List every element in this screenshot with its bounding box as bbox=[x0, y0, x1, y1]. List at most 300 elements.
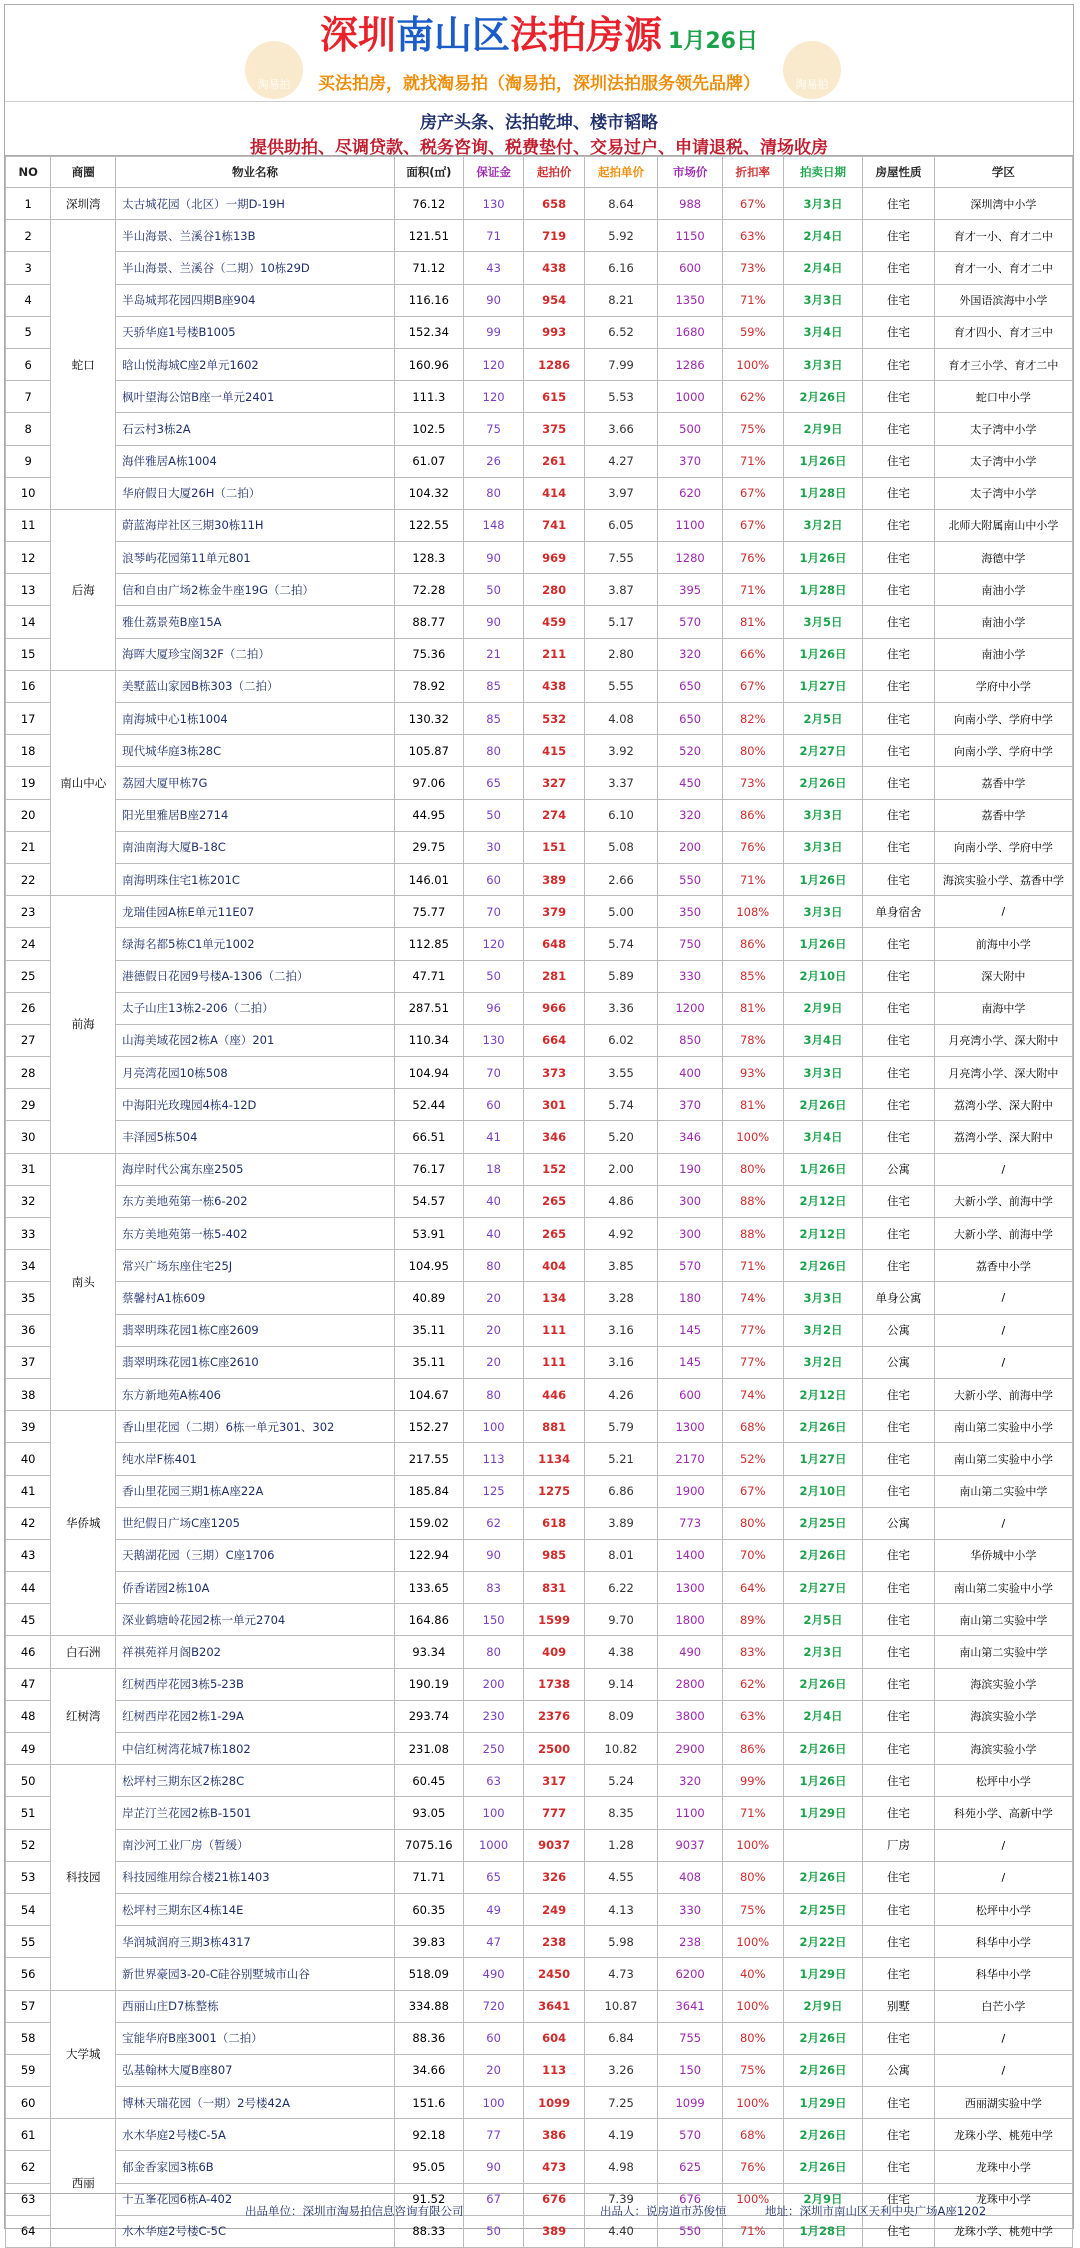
cell: 3.28 bbox=[584, 1282, 657, 1314]
cell: 164.86 bbox=[394, 1604, 463, 1636]
cell: 2月4日 bbox=[783, 220, 863, 252]
col-area: 商圈 bbox=[51, 157, 116, 188]
cell: 公寓 bbox=[863, 1153, 934, 1185]
cell: 41 bbox=[463, 1121, 523, 1153]
cell: 100% bbox=[723, 2087, 783, 2119]
cell: 81% bbox=[723, 1089, 783, 1121]
table-row bbox=[6, 220, 1073, 252]
cell: 40.89 bbox=[394, 1282, 463, 1314]
cell: 620 bbox=[658, 477, 723, 509]
table-row bbox=[6, 2151, 1073, 2183]
col-type: 房屋性质 bbox=[863, 157, 934, 188]
cell: 海滨实验小学、荔香中学 bbox=[934, 863, 1072, 895]
footer-producer: 出品人：说房道市苏俊恒 bbox=[600, 2204, 727, 2218]
cell: 100 bbox=[463, 1797, 523, 1829]
cell: 51 bbox=[6, 1797, 51, 1829]
cell: 深业鹤塘岭花园2栋一单元2704 bbox=[116, 1604, 395, 1636]
table-row bbox=[6, 1539, 1073, 1571]
table-row bbox=[6, 1411, 1073, 1443]
cell: 63 bbox=[463, 1765, 523, 1797]
cell: 翡翠明珠花园1栋C座2610 bbox=[116, 1346, 395, 1378]
cell: 松坪村三期东区4栋14E bbox=[116, 1893, 395, 1925]
cell: 3月2日 bbox=[783, 509, 863, 541]
cell: 5.21 bbox=[584, 1443, 657, 1475]
cell: 月亮湾小学、深大附中 bbox=[934, 1024, 1072, 1056]
area-cell: 后海 bbox=[51, 509, 116, 670]
cell: 650 bbox=[658, 670, 723, 702]
cell: 92.18 bbox=[394, 2119, 463, 2151]
cell: 2月26日 bbox=[783, 1089, 863, 1121]
cell: 1800 bbox=[658, 1604, 723, 1636]
cell: 4 bbox=[6, 284, 51, 316]
cell: 蛇口中小学 bbox=[934, 381, 1072, 413]
cell: 76% bbox=[723, 831, 783, 863]
cell: 郁金香家园3栋6B bbox=[116, 2151, 395, 2183]
cell: 650 bbox=[658, 703, 723, 735]
cell: 6.52 bbox=[584, 316, 657, 348]
cell: 985 bbox=[524, 1539, 584, 1571]
cell: 荔园大厦甲栋7G bbox=[116, 767, 395, 799]
cell: 71% bbox=[723, 863, 783, 895]
cell: 2月12日 bbox=[783, 1218, 863, 1250]
cell: 60.35 bbox=[394, 1893, 463, 1925]
cell: 38 bbox=[6, 1378, 51, 1410]
cell: 71 bbox=[463, 220, 523, 252]
cell: 62% bbox=[723, 381, 783, 413]
cell: 128.3 bbox=[394, 542, 463, 574]
cell: 3.36 bbox=[584, 992, 657, 1024]
cell: 住宅 bbox=[863, 542, 934, 574]
cell: 1099 bbox=[658, 2087, 723, 2119]
cell: 海岸时代公寓东座2505 bbox=[116, 1153, 395, 1185]
table-row bbox=[6, 188, 1073, 220]
cell: 1100 bbox=[658, 509, 723, 541]
cell: 280 bbox=[524, 574, 584, 606]
cell: 浪琴屿花园第11单元801 bbox=[116, 542, 395, 574]
cell: 62% bbox=[723, 1668, 783, 1700]
cell: 122.55 bbox=[394, 509, 463, 541]
cell: 美墅蓝山家园B栋303（二拍） bbox=[116, 670, 395, 702]
cell: 香山里花园（二期）6栋一单元301、302 bbox=[116, 1411, 395, 1443]
cell: 3641 bbox=[658, 1990, 723, 2022]
cell: 住宅 bbox=[863, 284, 934, 316]
cell: 公寓 bbox=[863, 2054, 934, 2086]
cell: 6.22 bbox=[584, 1572, 657, 1604]
table-row bbox=[6, 1958, 1073, 1990]
area-cell: 南山中心 bbox=[51, 670, 116, 895]
table-row bbox=[6, 1700, 1073, 1732]
cell: 6.05 bbox=[584, 509, 657, 541]
cell: 60 bbox=[463, 2022, 523, 2054]
cell: 63 bbox=[6, 2183, 51, 2215]
cell: 2月26日 bbox=[783, 767, 863, 799]
cell: 60 bbox=[463, 863, 523, 895]
cell: 海伴雅居A栋1004 bbox=[116, 445, 395, 477]
cell: 住宅 bbox=[863, 1572, 934, 1604]
cell: 住宅 bbox=[863, 477, 934, 509]
cell: 1400 bbox=[658, 1539, 723, 1571]
cell: 住宅 bbox=[863, 2022, 934, 2054]
cell: 5 bbox=[6, 316, 51, 348]
cell: 水木华庭2号楼C-5C bbox=[116, 2215, 395, 2247]
cell: 90 bbox=[463, 284, 523, 316]
cell: 4.19 bbox=[584, 2119, 657, 2151]
cell: 11 bbox=[6, 509, 51, 541]
cell: 19 bbox=[6, 767, 51, 799]
cell: 88% bbox=[723, 1218, 783, 1250]
cell: 2月26日 bbox=[783, 1250, 863, 1282]
table-row bbox=[6, 1282, 1073, 1314]
cell: 91.52 bbox=[394, 2183, 463, 2215]
cell: 1275 bbox=[524, 1475, 584, 1507]
cell: 43 bbox=[463, 252, 523, 284]
cell: 2900 bbox=[658, 1733, 723, 1765]
cell: 47.71 bbox=[394, 960, 463, 992]
cell: 30 bbox=[463, 831, 523, 863]
cell: 1月28日 bbox=[783, 574, 863, 606]
cell: 130.32 bbox=[394, 703, 463, 735]
cell: 2月26日 bbox=[783, 2119, 863, 2151]
cell: 1900 bbox=[658, 1475, 723, 1507]
cell: 100% bbox=[723, 1829, 783, 1861]
table-row bbox=[6, 348, 1073, 380]
cell: 住宅 bbox=[863, 1411, 934, 1443]
cell: 5.08 bbox=[584, 831, 657, 863]
services-line: 提供助拍、尽调贷款、税务咨询、税费垫付、交易过户、申请退税、清场收房 bbox=[250, 138, 828, 158]
cell: 南山第二实验中学 bbox=[934, 1604, 1072, 1636]
cell: 5.17 bbox=[584, 606, 657, 638]
header bbox=[5, 5, 1073, 156]
cell: 6.86 bbox=[584, 1475, 657, 1507]
cell: 102.5 bbox=[394, 413, 463, 445]
cell: 120 bbox=[463, 348, 523, 380]
cell: 389 bbox=[524, 2215, 584, 2247]
cell: 东方美地苑第一栋5-402 bbox=[116, 1218, 395, 1250]
title-district: 南山区 bbox=[396, 13, 511, 57]
cell: 20 bbox=[6, 799, 51, 831]
cell: 648 bbox=[524, 928, 584, 960]
table-row bbox=[6, 1829, 1073, 1861]
cell: 1280 bbox=[658, 542, 723, 574]
cell: 75 bbox=[463, 413, 523, 445]
cell: 30 bbox=[6, 1121, 51, 1153]
cell: 1350 bbox=[658, 284, 723, 316]
cell: 红树西岸花园2栋1-29A bbox=[116, 1700, 395, 1732]
cell: 向南小学、学府中学 bbox=[934, 735, 1072, 767]
cell: 86% bbox=[723, 799, 783, 831]
cell: 23 bbox=[6, 896, 51, 928]
cell: 52 bbox=[6, 1829, 51, 1861]
cell: 346 bbox=[658, 1121, 723, 1153]
cell: 46 bbox=[6, 1636, 51, 1668]
table-row bbox=[6, 1057, 1073, 1089]
cell: 104.95 bbox=[394, 1250, 463, 1282]
cell: 3.89 bbox=[584, 1507, 657, 1539]
cell: 185.84 bbox=[394, 1475, 463, 1507]
cell: 459 bbox=[524, 606, 584, 638]
cell: 71% bbox=[723, 574, 783, 606]
table-row bbox=[6, 1765, 1073, 1797]
cell: 71% bbox=[723, 1250, 783, 1282]
cell: 17 bbox=[6, 703, 51, 735]
cell: 1月29日 bbox=[783, 2087, 863, 2119]
cell: 152 bbox=[524, 1153, 584, 1185]
cell: 320 bbox=[658, 1765, 723, 1797]
cell: 5.92 bbox=[584, 220, 657, 252]
table-row bbox=[6, 670, 1073, 702]
cell: 5.20 bbox=[584, 1121, 657, 1153]
cell: 74% bbox=[723, 1282, 783, 1314]
cell: 20 bbox=[463, 1282, 523, 1314]
cell: 71% bbox=[723, 2215, 783, 2247]
cell: 80 bbox=[463, 477, 523, 509]
cell: 146.01 bbox=[394, 863, 463, 895]
cell: 常兴广场东座住宅25J bbox=[116, 1250, 395, 1282]
tagline: 买法拍房，就找淘易拍（淘易拍，深圳法拍服务领先品牌） bbox=[318, 74, 760, 94]
cell: 104.32 bbox=[394, 477, 463, 509]
cell: 777 bbox=[524, 1797, 584, 1829]
cell: 76.17 bbox=[394, 1153, 463, 1185]
cell: 南海明珠住宅1栋201C bbox=[116, 863, 395, 895]
cell: / bbox=[934, 1282, 1072, 1314]
cell: 36 bbox=[6, 1314, 51, 1346]
cell: 东方新地苑A栋406 bbox=[116, 1378, 395, 1410]
cell: 34.66 bbox=[394, 2054, 463, 2086]
cell: 532 bbox=[524, 703, 584, 735]
cell: 8.01 bbox=[584, 1539, 657, 1571]
cell: 2月9日 bbox=[783, 2183, 863, 2215]
cell: / bbox=[934, 1861, 1072, 1893]
cell: 993 bbox=[524, 316, 584, 348]
cell: 1月28日 bbox=[783, 2215, 863, 2247]
cell: 住宅 bbox=[863, 2087, 934, 2119]
cell: 27 bbox=[6, 1024, 51, 1056]
cell: 7.25 bbox=[584, 2087, 657, 2119]
cell: 中海阳光玫瑰园4栋4-12D bbox=[116, 1089, 395, 1121]
cell: 1月26日 bbox=[783, 928, 863, 960]
cell: 5.98 bbox=[584, 1926, 657, 1958]
cell: 831 bbox=[524, 1572, 584, 1604]
cell: 44 bbox=[6, 1572, 51, 1604]
table-row bbox=[6, 1893, 1073, 1925]
area-cell: 红树湾 bbox=[51, 1668, 116, 1765]
table-row bbox=[6, 799, 1073, 831]
cell: 100 bbox=[463, 2087, 523, 2119]
cell: 80% bbox=[723, 1861, 783, 1893]
cell: 5.53 bbox=[584, 381, 657, 413]
cell: 77% bbox=[723, 1346, 783, 1378]
cell: 625 bbox=[658, 2151, 723, 2183]
cell: 3月4日 bbox=[783, 1121, 863, 1153]
cell: 100% bbox=[723, 348, 783, 380]
cell: 76% bbox=[723, 2151, 783, 2183]
cell: / bbox=[934, 1153, 1072, 1185]
cell: 住宅 bbox=[863, 1926, 934, 1958]
cell: 404 bbox=[524, 1250, 584, 1282]
cell: 45 bbox=[6, 1604, 51, 1636]
table-row bbox=[6, 509, 1073, 541]
cell: 85 bbox=[463, 703, 523, 735]
cell: 住宅 bbox=[863, 1958, 934, 1990]
cell: 1月28日 bbox=[783, 477, 863, 509]
cell: 100% bbox=[723, 1990, 783, 2022]
cell: 1.28 bbox=[584, 1829, 657, 1861]
cell: 南油南海大厦B-18C bbox=[116, 831, 395, 863]
cell: 6.02 bbox=[584, 1024, 657, 1056]
cell: 108% bbox=[723, 896, 783, 928]
cell: 住宅 bbox=[863, 2151, 934, 2183]
cell: / bbox=[934, 2054, 1072, 2086]
cell: 3月4日 bbox=[783, 1024, 863, 1056]
cell: 2月26日 bbox=[783, 2151, 863, 2183]
cell: 121.51 bbox=[394, 220, 463, 252]
cell: 80% bbox=[723, 735, 783, 767]
cell: 月亮湾小学、深大附中 bbox=[934, 1057, 1072, 1089]
cell: 57 bbox=[6, 1990, 51, 2022]
cell: 8.64 bbox=[584, 188, 657, 220]
cell: 现代城华庭3栋28C bbox=[116, 735, 395, 767]
cell: 大新小学、前海中学 bbox=[934, 1378, 1072, 1410]
cell: 408 bbox=[658, 1861, 723, 1893]
cell: 8.35 bbox=[584, 1797, 657, 1829]
cell: 52% bbox=[723, 1443, 783, 1475]
cell: 1月26日 bbox=[783, 863, 863, 895]
cell: 40% bbox=[723, 1958, 783, 1990]
cell: 450 bbox=[658, 767, 723, 799]
cell: 20 bbox=[463, 1346, 523, 1378]
cell: 翡翠明珠花园1栋C座2609 bbox=[116, 1314, 395, 1346]
cell: 21 bbox=[6, 831, 51, 863]
cell: 370 bbox=[658, 1089, 723, 1121]
cell: 60.45 bbox=[394, 1765, 463, 1797]
cell: 4.13 bbox=[584, 1893, 657, 1925]
cell: 104.94 bbox=[394, 1057, 463, 1089]
cell: 85 bbox=[463, 670, 523, 702]
cell: 100% bbox=[723, 1121, 783, 1153]
cell: 晗山悦海城C座2单元1602 bbox=[116, 348, 395, 380]
cell: 110.34 bbox=[394, 1024, 463, 1056]
cell: 67% bbox=[723, 188, 783, 220]
table-row bbox=[6, 252, 1073, 284]
cell: 7.99 bbox=[584, 348, 657, 380]
cell: 145 bbox=[658, 1314, 723, 1346]
cell: 93.05 bbox=[394, 1797, 463, 1829]
cell: 松坪中小学 bbox=[934, 1765, 1072, 1797]
cell: 47 bbox=[463, 1926, 523, 1958]
cell: 82% bbox=[723, 703, 783, 735]
cell: 1286 bbox=[658, 348, 723, 380]
cell: 75% bbox=[723, 2054, 783, 2086]
cell: 76.12 bbox=[394, 188, 463, 220]
cell: 47 bbox=[6, 1668, 51, 1700]
table-row bbox=[6, 574, 1073, 606]
cell: 64% bbox=[723, 1572, 783, 1604]
cell: 松坪村三期东区2栋28C bbox=[116, 1765, 395, 1797]
logo-right: 淘易拍 bbox=[783, 41, 841, 99]
cell: 住宅 bbox=[863, 1057, 934, 1089]
cell: 73% bbox=[723, 767, 783, 799]
cell: 741 bbox=[524, 509, 584, 541]
cell: 3 bbox=[6, 252, 51, 284]
cell: 90 bbox=[463, 1539, 523, 1571]
cell: 世纪假日广场C座1205 bbox=[116, 1507, 395, 1539]
cell: 111 bbox=[524, 1346, 584, 1378]
cell: 50 bbox=[463, 574, 523, 606]
cell: 10.87 bbox=[584, 1990, 657, 2022]
cell: 111 bbox=[524, 1314, 584, 1346]
table-row bbox=[6, 1443, 1073, 1475]
col-market-price: 市场价 bbox=[658, 157, 723, 188]
cell: 265 bbox=[524, 1185, 584, 1217]
cell: 博林天瑞花园（一期）2号楼42A bbox=[116, 2087, 395, 2119]
cell: 850 bbox=[658, 1024, 723, 1056]
cell: 988 bbox=[658, 188, 723, 220]
cell: / bbox=[934, 896, 1072, 928]
col-school: 学区 bbox=[934, 157, 1072, 188]
cell: 公寓 bbox=[863, 1507, 934, 1539]
cell: 720 bbox=[463, 1990, 523, 2022]
cell: / bbox=[934, 1829, 1072, 1861]
cell: 350 bbox=[658, 896, 723, 928]
table-row bbox=[6, 1185, 1073, 1217]
cell: 2月26日 bbox=[783, 1733, 863, 1765]
cell: 3月3日 bbox=[783, 284, 863, 316]
table-row bbox=[6, 606, 1073, 638]
cell: 1099 bbox=[524, 2087, 584, 2119]
cell: 育才一小、育才二中 bbox=[934, 220, 1072, 252]
cell: / bbox=[934, 1507, 1072, 1539]
cell: 住宅 bbox=[863, 1604, 934, 1636]
area-cell: 前海 bbox=[51, 896, 116, 1154]
table-row bbox=[6, 1250, 1073, 1282]
cell: 岸芷汀兰花园2栋B-1501 bbox=[116, 1797, 395, 1829]
logo-left: 淘易拍 bbox=[245, 41, 303, 99]
cell: 9037 bbox=[524, 1829, 584, 1861]
cell: 16 bbox=[6, 670, 51, 702]
cell: 半山海景、兰溪谷1栋13B bbox=[116, 220, 395, 252]
cell: 住宅 bbox=[863, 735, 934, 767]
cell: 向南小学、学府中学 bbox=[934, 703, 1072, 735]
cell: 大新小学、前海中学 bbox=[934, 1185, 1072, 1217]
cell: 住宅 bbox=[863, 1539, 934, 1571]
cell: 水木华庭2号楼C-5A bbox=[116, 2119, 395, 2151]
cell: 2月27日 bbox=[783, 735, 863, 767]
cell: 151.6 bbox=[394, 2087, 463, 2119]
cell: 231.08 bbox=[394, 1733, 463, 1765]
cell: 49 bbox=[463, 1893, 523, 1925]
cell: 83 bbox=[463, 1572, 523, 1604]
table-row bbox=[6, 2022, 1073, 2054]
cell: 4.40 bbox=[584, 2215, 657, 2247]
cell: 93.34 bbox=[394, 1636, 463, 1668]
cell: 南山第二实验中学 bbox=[934, 1636, 1072, 1668]
cell: 龙珠小学、桃苑中学 bbox=[934, 2215, 1072, 2247]
cell: 327 bbox=[524, 767, 584, 799]
table-row bbox=[6, 896, 1073, 928]
cell: 2月26日 bbox=[783, 2054, 863, 2086]
cell: 249 bbox=[524, 1893, 584, 1925]
cell: 1738 bbox=[524, 1668, 584, 1700]
cell: 1月26日 bbox=[783, 542, 863, 574]
cell: 育才一小、育才二中 bbox=[934, 252, 1072, 284]
cell: 2800 bbox=[658, 1668, 723, 1700]
cell: 绿海名都5栋C1单元1002 bbox=[116, 928, 395, 960]
cell: 20 bbox=[463, 1314, 523, 1346]
cell: 住宅 bbox=[863, 703, 934, 735]
cell: 34 bbox=[6, 1250, 51, 1282]
cell: 61 bbox=[6, 2119, 51, 2151]
cell: 100% bbox=[723, 2183, 783, 2215]
